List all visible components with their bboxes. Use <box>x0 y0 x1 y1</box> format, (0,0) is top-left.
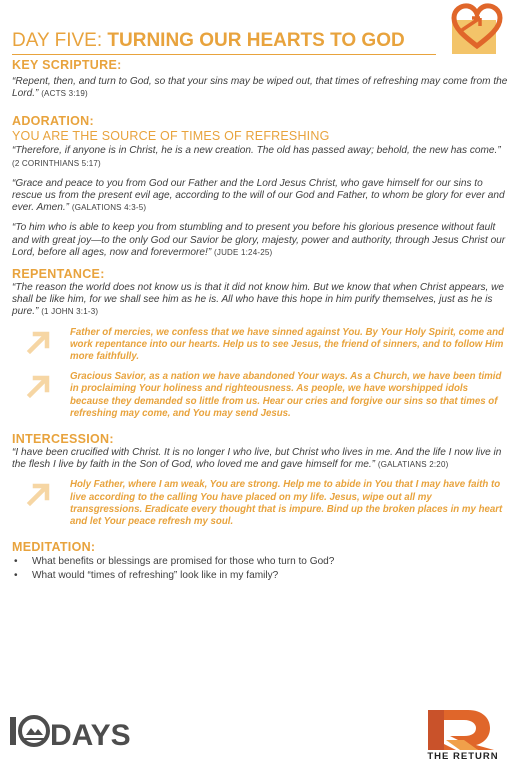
adoration-quote-ref: (2 CORINTHIANS 5:17) <box>12 158 101 168</box>
repentance-section <box>12 267 512 420</box>
adoration-heading: ADORATION: <box>12 114 94 129</box>
adoration-quote-text: “Grace and peace to you from God our Father and the Lord Jesus Christ, who gave himself for our sins to rescue us from the present evil age, according to the will of our God and Father, to whom be glory for ever and ever. Amen.” <box>12 177 505 214</box>
bullet: • <box>14 570 18 582</box>
adoration-quote-text: “To him who is able to keep you from stumbling and to present you before his glorious presence without fault and with great joy—to the only God our Savior be glory, majesty, power and authority, through Jesus Christ our Lord, before all ages, now and forevermore!” <box>12 222 506 258</box>
arrow-up-right-icon <box>26 373 52 399</box>
adoration-quote-1 <box>12 145 512 169</box>
meditation-section <box>12 540 512 583</box>
ten-days-logo <box>4 709 144 753</box>
days-logo-text: DAYS <box>50 719 131 752</box>
intercession-quote <box>12 447 512 471</box>
heart-return-logo <box>446 2 508 56</box>
title-divider <box>12 54 436 55</box>
adoration-quote-2 <box>12 178 512 215</box>
repentance-quote <box>12 282 512 319</box>
meditation-heading: MEDITATION: <box>12 540 96 555</box>
intercession-section <box>12 432 512 528</box>
key-scripture-heading: KEY SCRIPTURE: <box>12 58 122 72</box>
intercession-heading: INTERCESSION: <box>12 432 114 447</box>
prayer-text: Holy Father, where I am weak, You are strong. Help me to abide in You that I may have faith to live according to the calling You have placed on my life. Jesus, wipe out all my transgressions. Eradicate every thought that is impure. Bind up the broken places in my heart and let Your peace refresh my soul. <box>70 479 503 528</box>
key-scripture-text: “Repent, then, and turn to God, so that your sins may be wiped out, that times of refreshing may come from the Lord.” <box>12 76 508 100</box>
repentance-heading: REPENTANCE: <box>12 267 105 282</box>
title-prefix: DAY FIVE: <box>12 30 103 51</box>
adoration-quote-ref: (GALATIONS 4:3-5) <box>71 203 147 213</box>
prayer-text: Gracious Savior, as a nation we have abandoned Your ways. As a Church, we have been timid in proclaiming Your holiness and righteousness. As people, we have worshipped idols because they demanded so little from us. Hear our cries and forgive our sins so that times of refreshing may come, and You may send Jesus. <box>70 371 502 419</box>
key-scripture-section <box>12 58 512 100</box>
repentance-prayer-2 <box>12 371 512 420</box>
adoration-subheading: YOU ARE THE SOURCE OF TIMES OF REFRESHING <box>12 129 330 144</box>
repentance-quote-text: “The reason the world does not know us is that it did not know him. But we know that when Christ appears, we shall be like him, for we shall see him as he is. All who have this hope in him purify themselves, just as he is pure.” <box>12 282 505 318</box>
prayer-text: Father of mercies, we confess that we have sinned against You. By Your Holy Spirit, come and work repentance into our hearts. Help us to see Jesus, the friend of sinners, and to follow Him more faithfully. <box>70 326 504 363</box>
repentance-prayer-1 <box>12 327 512 364</box>
adoration-section <box>12 114 512 259</box>
intercession-quote-ref: (GALATIANS 2:20) <box>377 460 449 470</box>
intercession-prayer <box>12 479 512 528</box>
title-main: TURNING OUR HEARTS TO GOD <box>107 30 405 51</box>
key-scripture-ref: (ACTS 3:19) <box>41 89 88 99</box>
adoration-quote-ref: (JUDE 1:24-25) <box>214 247 273 257</box>
list-item <box>12 569 512 583</box>
repentance-quote-ref: (1 JOHN 3:1-3) <box>41 307 99 317</box>
intercession-quote-text: “I have been crucified with Christ. It is no longer I who live, but Christ who lives in me. And the life I now live in the flesh I live by faith in the Son of God, who loved me and gave himself for me.” <box>12 447 502 471</box>
arrow-up-right-icon <box>26 329 52 355</box>
question-text: What would “times of refreshing” look like in my family? <box>32 570 279 582</box>
list-item <box>12 555 512 569</box>
the-return-label: THE RETURN <box>427 751 499 762</box>
arrow-up-right-icon <box>26 481 52 507</box>
bullet: • <box>14 556 18 568</box>
key-scripture-quote <box>12 76 512 100</box>
page-title <box>12 30 442 52</box>
devotional-content <box>12 57 512 583</box>
meditation-questions <box>12 555 512 583</box>
question-text: What benefits or blessings are promised for those who turn to God? <box>32 556 335 568</box>
adoration-quote-text: “Therefore, if anyone is in Christ, he is a new creation. The old has passed away; behold, the new has come.” <box>12 145 501 157</box>
adoration-quote-3 <box>12 222 512 259</box>
